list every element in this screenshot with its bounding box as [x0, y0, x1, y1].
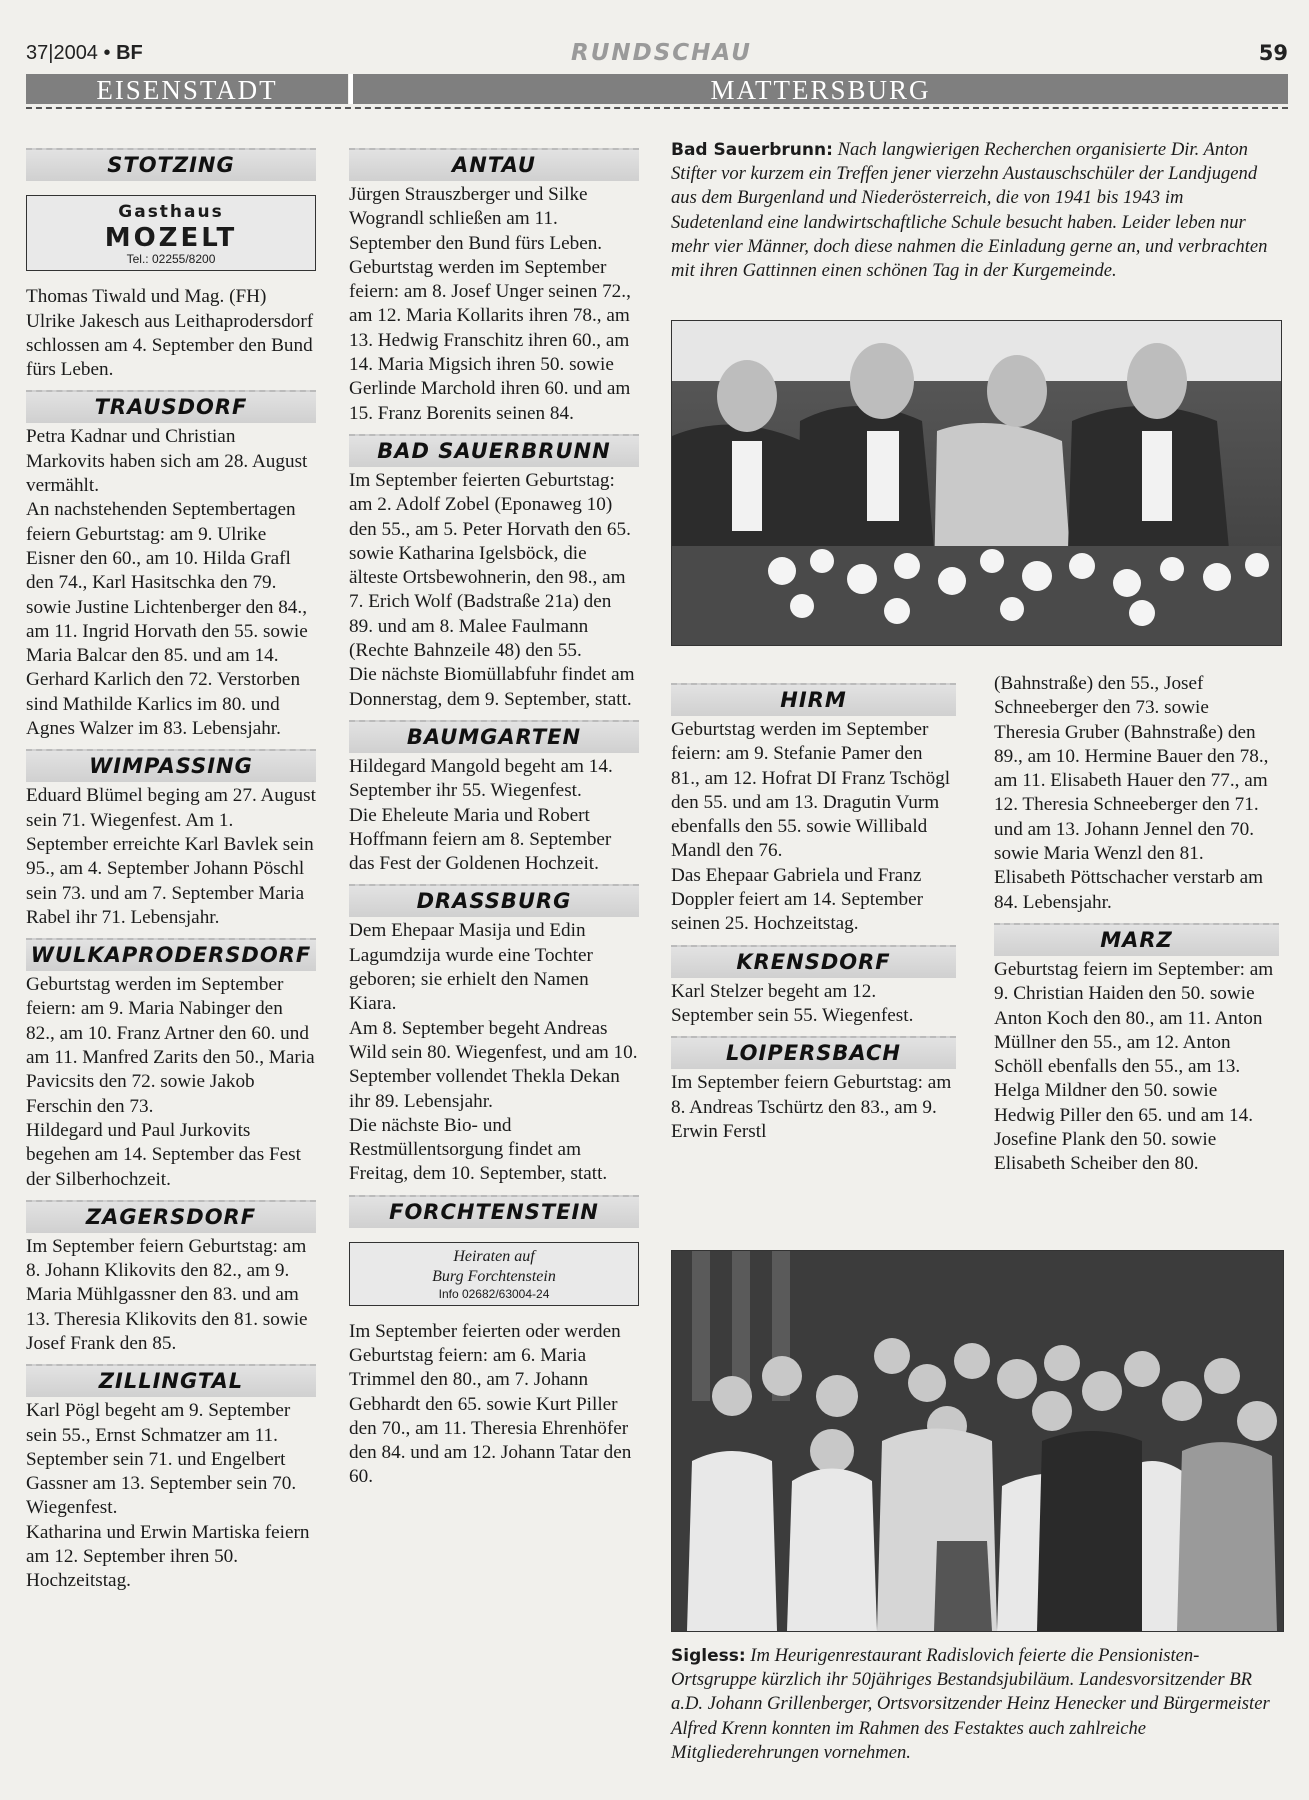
text-loipersbach-continued: (Bahnstraße) den 55., Josef Schneeberger den 73. sowie Theresia Gruber (Bahnstraße) den 89., am 10. Hermine Bauer den 78., am 11. Elisabeth Hauer den 77., am 12. Theresia Schneeberger den 71. und am 13. Johann Jennel den 70. sowie Maria Wenzl den 81. Elisabeth Pöttschacher verstarb am 84. Lebensjahr. [994, 673, 1269, 913]
heading-stotzing: STOTZING [26, 148, 316, 181]
caption-text: Nach langwierigen Recherchen organisierte Dir. Anton Stifter vor kurzem ein Treffen jener vierzehn Austauschschüler der Landjugend aus dem Burgenland und Niederösterreich, die von 1941 bis 1943 im Sudetenland eine landwirtschaftliche Schule besucht haben. Leider leben nur mehr vier Männer, doch diese nahmen die Einladung gerne an, und verbrachten mit ihren Gattinnen einen schönen Tag in der Kurgemeinde. [671, 139, 1268, 282]
heading-hirm: HIRM [671, 683, 956, 716]
text-krensdorf: Karl Stelzer begeht am 12. September sein 55. Wiegenfest. [671, 980, 914, 1026]
ad-burg-forchtenstein [349, 1242, 639, 1306]
text-hirm: Geburtstag werden im September feiern: am 9. Stefanie Pamer den 81., am 12. Hofrat DI Franz Tschögl den 55. und am 13. Dragutin Vurm ebenfalls den 55. sowie Willibald Mandl den 76. [671, 719, 951, 862]
heading-drassburg: DRASSBURG [349, 884, 639, 917]
text-zillingtal-2: Katharina und Erwin Martiska feiern am 12. September ihren 50. Hochzeitstag. [26, 1521, 310, 1592]
text-loipersbach: Im September feiern Geburtstag: am 8. Andreas Tschürtz den 83., am 9. Erwin Ferstl [671, 1072, 952, 1142]
caption-place: Bad Sauerbrunn: [671, 140, 833, 160]
text-trausdorf: Petra Kadnar und Christian Markovits haben sich am 28. August vermählt. [26, 426, 308, 497]
page-header [26, 38, 1288, 68]
heading-forchtenstein: FORCHTENSTEIN [349, 1195, 639, 1228]
text-wimpassing: Eduard Blümel beging am 27. August sein 71. Wiegenfest. Am 1. September erreichte Karl Bavlek sein 95., am 4. September Johann Pöschl sein 73. und am 7. September Maria Rabel ihr 71. Lebensjahr. [26, 785, 316, 928]
text-hirm-2: Das Ehepaar Gabriela und Franz Doppler feiert am 14. September seinen 25. Hochzeitstag. [671, 864, 924, 935]
text-stotzing: Thomas Tiwald und Mag. (FH) Ulrike Jakesch aus Leithaprodersdorf schlossen am 4. September den Bund fürs Leben. [26, 286, 314, 381]
ad-line1: Heiraten auf [453, 1247, 535, 1265]
text-baumgarten: Hildegard Mangold begeht am 14. September ihr 55. Wiegenfest. [349, 755, 613, 802]
text-drassburg-2: Am 8. September begeht Andreas Wild sein 80. Wiegenfest, und am 10. September vollendet Thekla Dekan ihr 89. Lebensjahr. [349, 1017, 638, 1112]
ad-line1: Gasthaus [118, 202, 224, 222]
text-baumgarten-2: Die Eheleute Maria und Robert Hoffmann feiern am 8. September das Fest der Goldenen Hochzeit. [349, 804, 612, 875]
column-4 [994, 672, 1279, 1177]
caption-sigless [671, 1644, 1281, 1765]
caption-text: Im Heurigenrestaurant Radislovich feierte die Pensionisten-Ortsgruppe kürzlich ihr 50jähriges Bestandsjubiläum. Landesvorsitzender BR a.D. Johann Grillenberger, Ortsvorsitzender Heinz Henecker und Bürgermeister Alfred Krenn konnten im Rahmen des Festaktes auch zahlreiche Mitgliederehrungen vornehmen. [671, 1645, 1270, 1763]
text-drassburg-3: Die nächste Bio- und Restmüllentsorgung findet am Freitag, dem 10. September, statt. [349, 1114, 608, 1185]
text-drassburg: Dem Ehepaar Masija und Edin Lagumdzija wurde eine Tochter geboren; sie erhielt den Namen Kiara. [349, 920, 593, 1015]
header-rule [26, 107, 1288, 109]
ad-phone: Tel.: 02255/8200 [126, 252, 216, 267]
heading-zillingtal: ZILLINGTAL [26, 1364, 316, 1397]
text-marz: Geburtstag feiern im September: am 9. Christian Haiden den 50. sowie Anton Koch den 80., am 11. Anton Müllner den 55., am 12. Anton Schöll ebenfalls den 55., am 13. Helga Mildner den 50. sowie Hedwig Piller den 65. und am 14. Josefine Plank den 50. sowie Elisabeth Scheiber den 80. [994, 958, 1274, 1175]
heading-krensdorf: KRENSDORF [671, 945, 956, 978]
text-zillingtal: Karl Pögl begeht am 9. September sein 55., Ernst Schmatzer am 11. September sein 71. und Engelbert Gassner am 13. September sein 70. Wiegenfest. [26, 1400, 297, 1519]
text-wulkaprodersdorf: Geburtstag werden im September feiern: am 9. Maria Nabinger den 82., am 10. Franz Artner den 60. und am 11. Manfred Zarits den 50., Maria Pavicsits den 72. sowie Jakob Ferschin den 73. [26, 974, 315, 1117]
ad-line2: MOZELT [104, 223, 238, 254]
heading-wulkaprodersdorf: WULKAPRODERSDORF [26, 938, 316, 971]
text-forchtenstein: Im September feierten oder werden Geburtstag feiern: am 6. Maria Trimmel den 80., am 7. Johann Gebhardt den 65. sowie Kurt Piller den 70., am 11. Theresia Ehrenhöfer den 84. und am 12. Johann Tatar den 60. [349, 1320, 632, 1488]
ad-phone: Info 02682/63004-24 [438, 1286, 550, 1301]
ad-line2: Burg Forchtenstein [432, 1267, 556, 1285]
page-number: 59 [1258, 41, 1288, 65]
caption-place: Sigless: [671, 1646, 746, 1666]
photo-group [671, 1250, 1284, 1632]
column-1 [26, 140, 316, 1594]
issue-label: 37|2004 • BF [26, 42, 143, 64]
photo-four-men [671, 320, 1282, 646]
text-antau: Jürgen Strauszberger und Silke Wograndl schließen am 11. September den Bund fürs Leben. [349, 184, 603, 254]
section-title: RUNDSCHAU [571, 40, 752, 66]
region-mattersburg: MATTERSBURG [353, 74, 1288, 104]
heading-zagersdorf: ZAGERSDORF [26, 1200, 316, 1233]
column-2 [349, 140, 639, 1490]
ad-gasthaus-mozelt [26, 195, 316, 271]
heading-baumgarten: BAUMGARTEN [349, 720, 639, 753]
heading-bad-sauerbrunn: BAD SAUERBRUNN [349, 434, 639, 467]
text-bad-sauerbrunn: Im September feierten Geburtstag: am 2. Adolf Zobel (Eponaweg 10) den 55., am 5. Peter Horvath den 65. sowie Katharina Igelsböck, die älteste Ortsbewohnerin, den 98., am 7. Erich Wolf (Badstraße 21a) den 89. und am 8. Malee Faulmann (Rechte Bahnzeile 48) den 55. [349, 469, 631, 662]
heading-wimpassing: WIMPASSING [26, 749, 316, 782]
text-antau-2: Geburtstag werden im September feiern: am 8. Josef Unger seinen 72., am 12. Maria Kollarits ihren 78., am 13. Hedwig Franschitz ihren 60., am 14. Maria Migsich ihren 50. sowie Gerlinde Marchold ihren 60. und am 15. Franz Borenits seinen 84. [349, 256, 631, 424]
text-zagersdorf: Im September feiern Geburtstag: am 8. Johann Klikovits den 82., am 9. Maria Mühlgassner den 83. und am 13. Theresia Klikovits den 81. sowie Josef Frank den 85. [26, 1235, 308, 1354]
heading-loipersbach: LOIPERSBACH [671, 1036, 956, 1069]
text-bad-sauerbrunn-2: Die nächste Biomüllabfuhr findet am Donnerstag, dem 9. September, statt. [349, 664, 635, 710]
column-3 [671, 675, 956, 1144]
heading-antau: ANTAU [349, 148, 639, 181]
region-eisenstadt: EISENSTADT [26, 74, 348, 104]
heading-trausdorf: TRAUSDORF [26, 390, 316, 423]
text-wulkaprodersdorf-2: Hildegard und Paul Jurkovits begehen am 14. September das Fest der Silberhochzeit. [26, 1119, 301, 1190]
caption-bad-sauerbrunn [671, 138, 1279, 283]
heading-marz: MARZ [994, 923, 1279, 956]
text-trausdorf-2: An nachstehenden Septembertagen feiern Geburtstag: am 9. Ulrike Eisner den 60., am 10. Hilda Grafl den 74., Karl Hasitschka den 79. sowie Justine Lichtenberger den 84., am 11. Ingrid Horvath den 55. sowie Maria Balcar den 85. und am 14. Gerhard Karlich den 72. Verstorben sind Mathilde Karlics im 80. und Agnes Walzer im 83. Lebensjahr. [26, 499, 308, 740]
